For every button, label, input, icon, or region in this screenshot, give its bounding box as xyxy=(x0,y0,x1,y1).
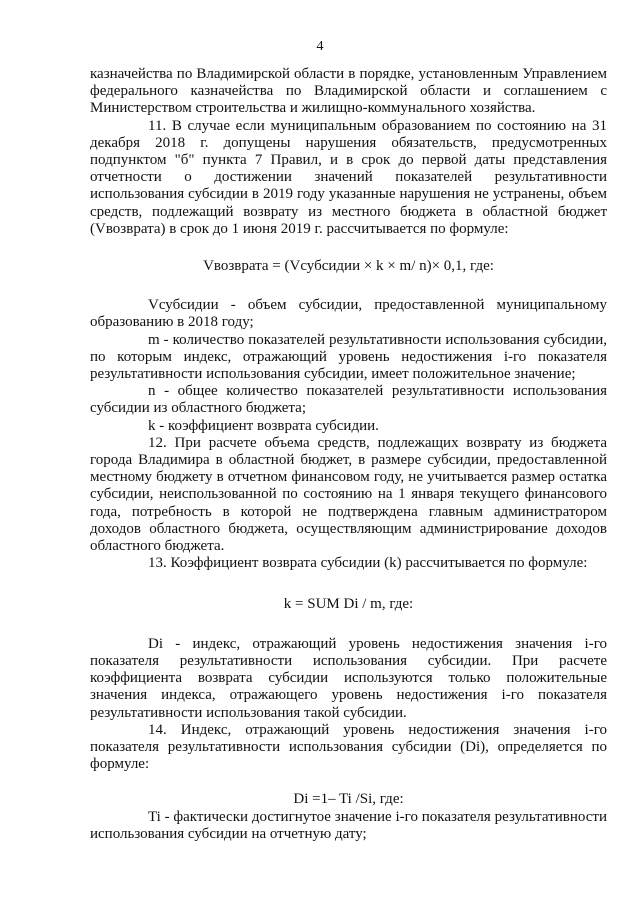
definition-n: n - общее количество показателей результативности использования субсидии из областного бюджета; xyxy=(90,383,607,417)
paragraph-14: 14. Индекс, отражающий уровень недостижения значения i-го показателя результативности использования субсидии (Di), определяется по формуле: xyxy=(90,721,607,773)
definition-di: Di - индекс, отражающий уровень недостижения значения i-го показателя результативности использования субсидии. При расчете коэффициента возврата субсидии используются только положительные значения индекса, отражающего уровень недостижения i-го показателя результативности использования такой субсидии. xyxy=(90,635,607,721)
formula-index-di: Di =1– Ti /Si, где: xyxy=(293,791,404,808)
paragraph-11: 11. В случае если муниципальным образованием по состоянию на 31 декабря 2018 г. допущены нарушения обязательств, предусмотренных подпунктом "б" пункта 7 Правил, и в срок до первой даты представления отчетности о достижении значений показателей результативности использования субсидии в 2019 году указанные нарушения не устранены, объем средств, подлежащий возврату из местного бюджета в областной бюджет (Vвозврата) в срок до 1 июня 2019 г. рассчитывается по формуле: xyxy=(90,117,607,237)
definition-k: k - коэффициент возврата субсидии. xyxy=(148,417,379,434)
formula-return-coefficient: k = SUM Di / m, где: xyxy=(283,596,414,613)
page-number: 4 xyxy=(316,39,324,54)
paragraph-13: 13. Коэффициент возврата субсидии (k) рассчитывается по формуле: xyxy=(148,555,588,572)
formula-return-volume: Vвозврата = (Vсубсидии × k × m/ n)× 0,1, где: xyxy=(203,258,494,275)
definition-m: m - количество показателей результативности использования субсидии, по которым индекс, отражающий уровень недостижения i-го показателя результативности использования субсидии, имеет положительное значение; xyxy=(90,331,607,383)
paragraph-12: 12. При расчете объема средств, подлежащих возврату из бюджета города Владимира в областной бюджет, в размере субсидии, предоставленной местному бюджету в отчетном финансовом году, не учитывается размер остатка субсидии, неиспользованной по состоянию на 1 января текущего финансового года, потребность в которой не подтверждена главным администратором доходов областного бюджета, осуществляющим администрирование доходов областного бюджета. xyxy=(90,434,607,555)
document-body xyxy=(90,66,607,843)
definition-ti: Ti - фактически достигнутое значение i-го показателя результативности использования субсидии на отчетную дату; xyxy=(90,808,607,842)
definition-vsubsidy: Vсубсидии - объем субсидии, предоставленной муниципальному образованию в 2018 году; xyxy=(90,297,607,331)
paragraph-intro: казначейства по Владимирской области в порядке, установленным Управлением федерального казначейства по Владимирской области и соглашением с Министерством строительства и жилищно-коммунального хозяйства. xyxy=(90,66,607,117)
